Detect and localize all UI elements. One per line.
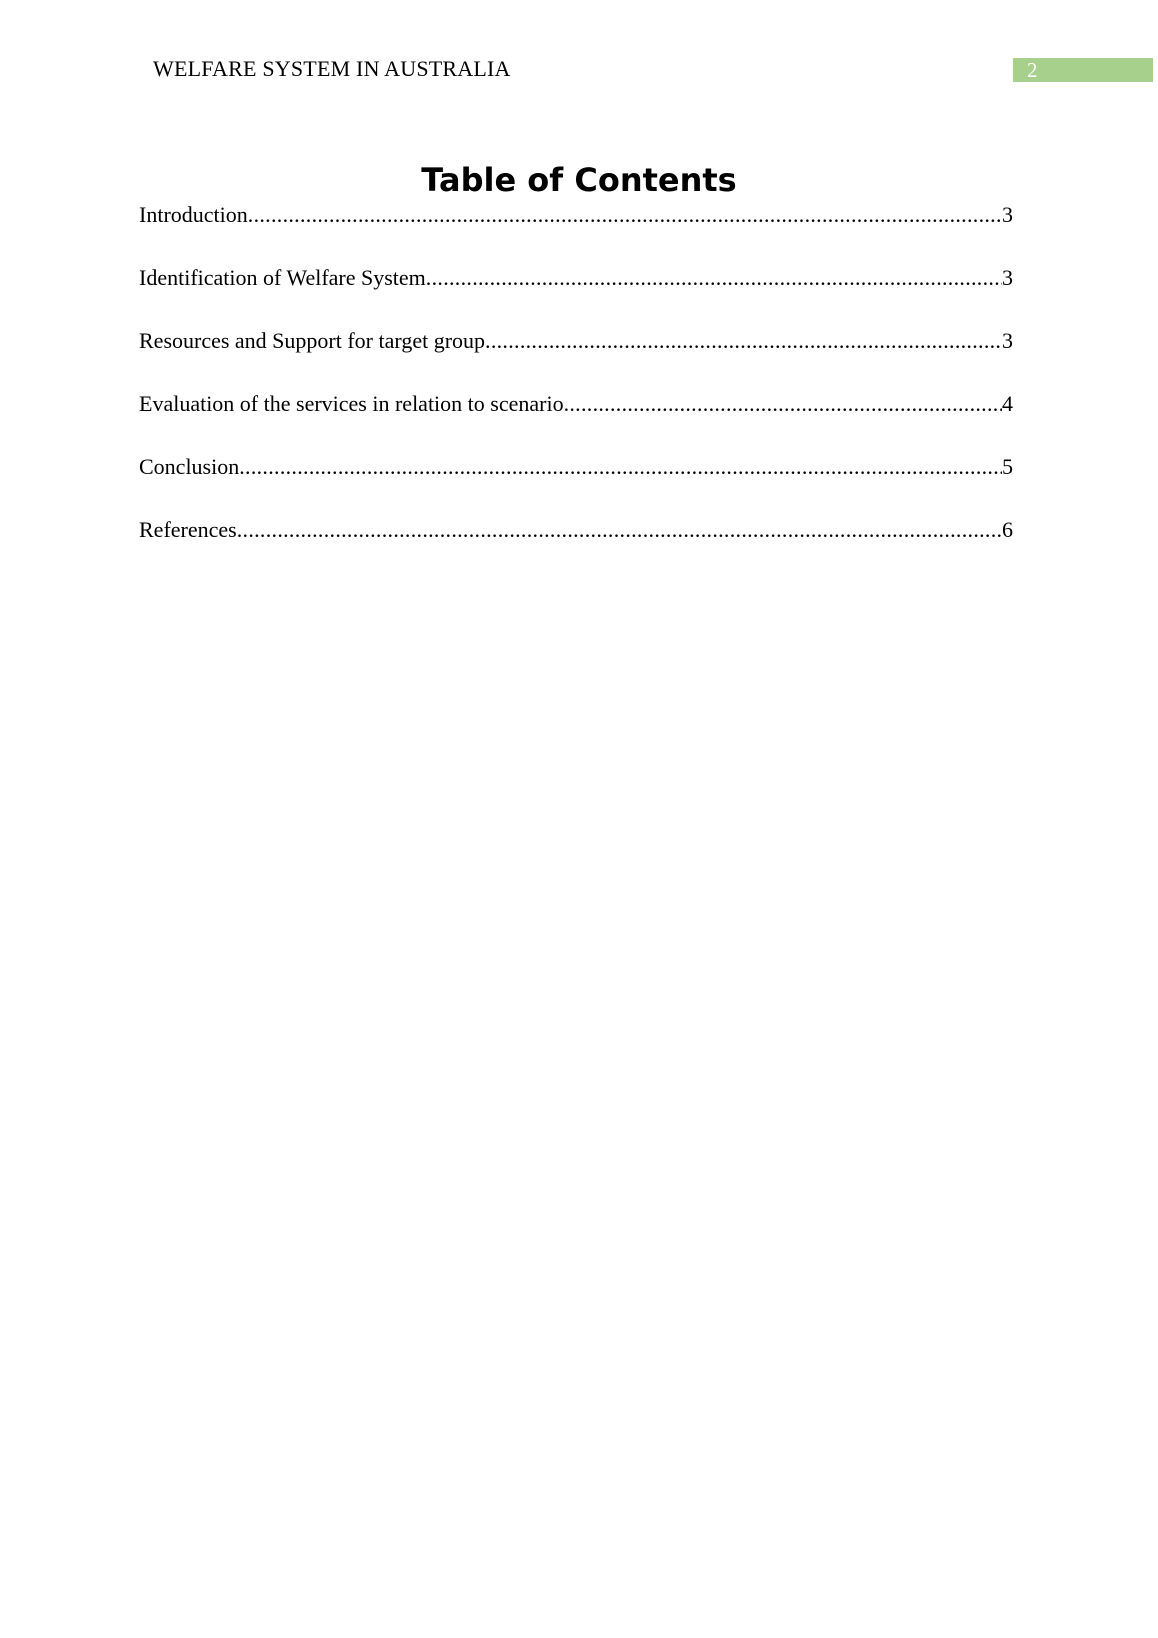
toc-entry-references[interactable]: [139, 517, 1013, 580]
toc-entry-label: Resources and Support for target group: [139, 328, 486, 353]
page-number: 2: [1027, 58, 1038, 82]
toc-entry-label: References: [139, 517, 237, 542]
toc-entry-introduction[interactable]: [139, 202, 1013, 265]
toc-dot-leader: [564, 391, 1002, 417]
toc-entry-page: 5: [1002, 454, 1013, 479]
toc-dot-leader: [485, 328, 1002, 354]
toc-dot-leader: [426, 265, 1002, 291]
toc-dot-leader: [237, 517, 1002, 543]
toc-entry-identification[interactable]: [139, 265, 1013, 328]
page-number-badge: [1013, 58, 1153, 82]
toc-dot-leader: [248, 202, 1002, 228]
toc-entry-label: Identification of Welfare System: [139, 265, 426, 290]
table-of-contents: [139, 202, 1013, 580]
toc-entry-page: 6: [1002, 517, 1013, 542]
toc-entry-resources[interactable]: [139, 328, 1013, 391]
toc-dot-leader: [239, 454, 1002, 480]
toc-entry-conclusion[interactable]: [139, 454, 1013, 517]
page-header: [0, 0, 1158, 90]
toc-entry-page: 3: [1002, 328, 1013, 353]
toc-entry-label: Introduction: [139, 202, 248, 227]
toc-entry-evaluation[interactable]: [139, 391, 1013, 454]
toc-heading: Table of Contents: [421, 161, 737, 199]
toc-entry-label: Conclusion: [139, 454, 240, 479]
running-head-title: WELFARE SYSTEM IN AUSTRALIA: [153, 56, 511, 81]
toc-entry-page: 3: [1002, 265, 1013, 290]
toc-entry-page: 4: [1002, 391, 1013, 416]
toc-entry-label: Evaluation of the services in relation to scenario: [139, 391, 564, 416]
toc-entry-page: 3: [1002, 202, 1013, 227]
